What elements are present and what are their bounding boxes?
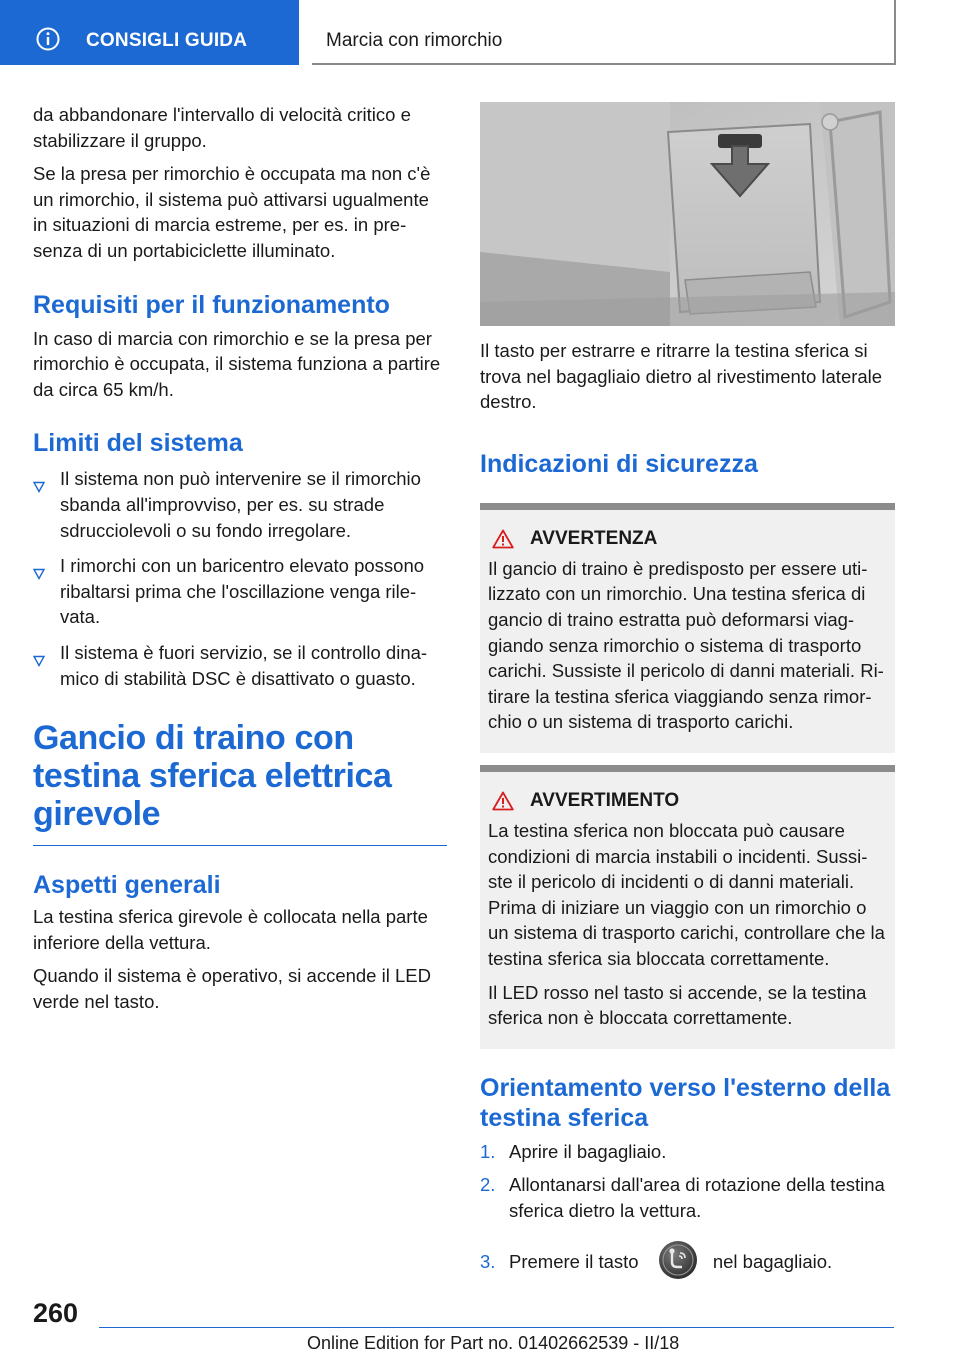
section-heading-limits: Limiti del sistema xyxy=(33,429,243,458)
warning-text: Il gancio di traino è predisposto per essere uti-lizzato con un rimorchio. Una testina sferica di gancio di traino estratta può deformarsi viag-giando senza rimorchio o sistema di trasporto carichi. Sussiste il pericolo di danni materiali. Ri-tirare la testina sferica viaggiando senza rimor-chio o un sistema di trasporto carichi. xyxy=(488,557,884,733)
photo-caption: Il tasto per estrarre e ritrarre la testina sferica si trova nel bagagliaio dietro al rivestimento laterale destro. xyxy=(480,340,883,413)
triangle-bullet-icon xyxy=(33,474,45,500)
warning-title: AVVERTENZA xyxy=(488,528,887,550)
requirements-text: In caso di marcia con rimorchio e se la presa per rimorchio è occupata, il sistema funziona a partire da circa 65 km/h. xyxy=(33,327,441,400)
limits-list xyxy=(33,466,447,691)
step-number: 1. xyxy=(480,1140,496,1162)
chapter-header xyxy=(312,0,896,65)
trunk-photo xyxy=(480,102,895,326)
chapter-heading: Gancio di traino con testina sferica elettrica girevole xyxy=(33,719,392,834)
right-column xyxy=(480,102,895,1287)
info-icon xyxy=(36,27,60,56)
chapter-title: Marcia con rimorchio xyxy=(326,30,503,51)
warning-box xyxy=(480,503,895,753)
list-item: 3. Premere il tasto nel bagagliaio. xyxy=(480,1237,895,1286)
footer-edition: Online Edition for Part no. 01402662539 - II/18 xyxy=(307,1333,680,1353)
section-heading-safety: Indicazioni di sicurezza xyxy=(480,449,758,478)
general-text: La testina sferica girevole è collocata nella parte inferiore della vettura. xyxy=(33,906,428,953)
step-number: 3. xyxy=(480,1251,496,1273)
left-column xyxy=(33,102,447,1014)
page-number: 260 xyxy=(33,1298,79,1328)
caution-box xyxy=(480,765,895,1049)
heading-divider xyxy=(33,845,447,846)
warning-triangle-icon xyxy=(492,529,514,549)
list-item: Il sistema non può intervenire se il rimorchio sbanda all'improvviso, per es. su strade sdrucciolevoli o su fondo irregolare. xyxy=(33,466,447,543)
section-heading-general: Aspetti generali xyxy=(33,871,221,900)
footer-divider xyxy=(99,1327,894,1328)
warning-triangle-icon xyxy=(492,791,514,811)
list-item: 2. Allontanarsi dall'area di rotazione della testina sferica dietro la vettura. xyxy=(480,1174,885,1221)
caution-text: La testina sferica non bloccata può causare condizioni di marcia instabili o incidenti. Sussi-ste il pericolo di incidenti o di danni materiali. Prima di iniziare un viaggio con un rimorchio o un sistema di trasporto carichi, controllare che la testina sferica sia bloccata correttamente. xyxy=(488,819,885,969)
general-text: Quando il sistema è operativo, si accende il LED verde nel tasto. xyxy=(33,965,431,1012)
list-item: 1. Aprire il bagagliaio. xyxy=(480,1139,895,1165)
list-item: I rimorchi con un baricentro elevato possono ribaltarsi prima che l'oscillazione venga rile-vata. xyxy=(33,553,447,630)
caution-text: Il LED rosso nel tasto si accende, se la testina sferica non è bloccata correttamente. xyxy=(488,981,867,1029)
section-heading-requirements: Requisiti per il funzionamento xyxy=(33,290,390,319)
section-tab xyxy=(0,0,299,65)
intro-paragraph: Se la presa per rimorchio è occupata ma non c'è un rimorchio, il sistema può attivarsi ugualmente in situazioni di marcia estreme, per es. in pre-senza di un portabiciclette illuminato. xyxy=(33,163,431,261)
section-label: CONSIGLI GUIDA xyxy=(86,30,248,51)
list-item: Il sistema è fuori servizio, se il controllo dina-mico di stabilità DSC è disattivato o guasto. xyxy=(33,640,447,691)
triangle-bullet-icon xyxy=(33,561,45,587)
step-number: 2. xyxy=(480,1174,496,1196)
triangle-bullet-icon xyxy=(33,648,45,674)
towbar-button-icon xyxy=(658,1240,698,1287)
intro-paragraph: da abbandonare l'intervallo di velocità critico e stabilizzare il gruppo. xyxy=(33,104,411,151)
caution-title: AVVERTIMENTO xyxy=(488,790,887,812)
section-heading-orientation: Orientamento verso l'esterno della testina sferica xyxy=(480,1073,891,1132)
steps-list xyxy=(480,1139,895,1287)
